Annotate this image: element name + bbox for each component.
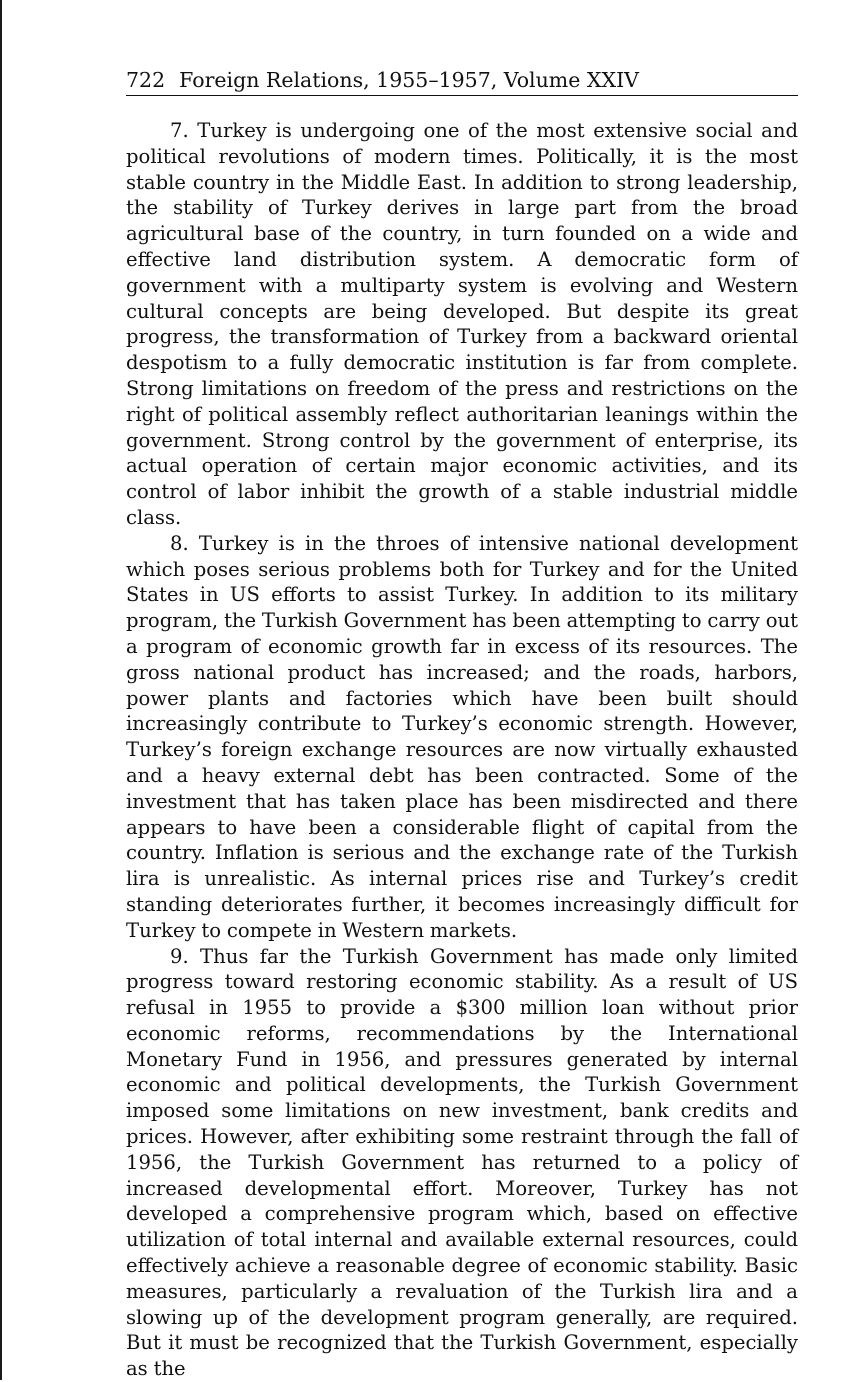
paragraph-8: 8. Turkey is in the throes of intensive national development which poses serious problems both for Turkey and for the United States in US efforts to assist Turkey. In addition to its military program, the Turkish Government has been attempting to carry out a program of economic growth far in excess of its resources. The gross national product has increased; and the roads, harbors, power plants and factories which have been built should increasingly contribute to Turkey’s economic strength. However, Turkey’s foreign exchange resources are now virtually exhausted and a heavy external debt has been contracted. Some of the investment that has taken place has been misdirected and there appears to have been a considerable flight of capital from the country. Inflation is serious and the exchange rate of the Turkish lira is unrealistic. As internal prices rise and Turkey’s credit standing deteriorates further, it becomes increasingly difficult for Turkey to compete in Western markets. — [126, 531, 798, 944]
page-number: 722 — [126, 66, 165, 94]
document-page — [126, 66, 798, 1382]
running-head — [126, 66, 798, 96]
body-text — [126, 118, 798, 1382]
publication-title: Foreign Relations, 1955–1957, Volume XXIV — [179, 66, 639, 94]
page-edge — [0, 0, 2, 1380]
paragraph-9: 9. Thus far the Turkish Government has made only limited progress toward restoring economic stability. As a result of US refusal in 1955 to provide a $300 million loan without prior economic reforms, recommendations by the International Monetary Fund in 1956, and pressures generated by internal economic and political developments, the Turkish Government imposed some limitations on new investment, bank credits and prices. However, after exhibiting some restraint through the fall of 1956, the Turkish Government has returned to a policy of increased developmental effort. Moreover, Turkey has not developed a comprehensive program which, based on effective utilization of total internal and available external resources, could effectively achieve a reasonable degree of economic stability. Basic measures, particularly a revaluation of the Turkish lira and a slowing up of the development program generally, are required. But it must be recognized that the Turkish Government, especially as the — [126, 944, 798, 1382]
paragraph-7: 7. Turkey is undergoing one of the most extensive social and political revolutions of modern times. Politically, it is the most stable country in the Middle East. In addition to strong leadership, the stability of Turkey derives in large part from the broad agricultural base of the country, in turn founded on a wide and effective land distribution system. A democratic form of government with a multiparty system is evolving and Western cultural concepts are being developed. But despite its great progress, the transformation of Turkey from a backward oriental despotism to a fully democratic institution is far from complete. Strong limitations on freedom of the press and restrictions on the right of political assembly reflect authoritarian leanings within the government. Strong control by the government of enterprise, its actual operation of certain major economic activities, and its control of labor inhibit the growth of a stable industrial middle class. — [126, 118, 798, 531]
